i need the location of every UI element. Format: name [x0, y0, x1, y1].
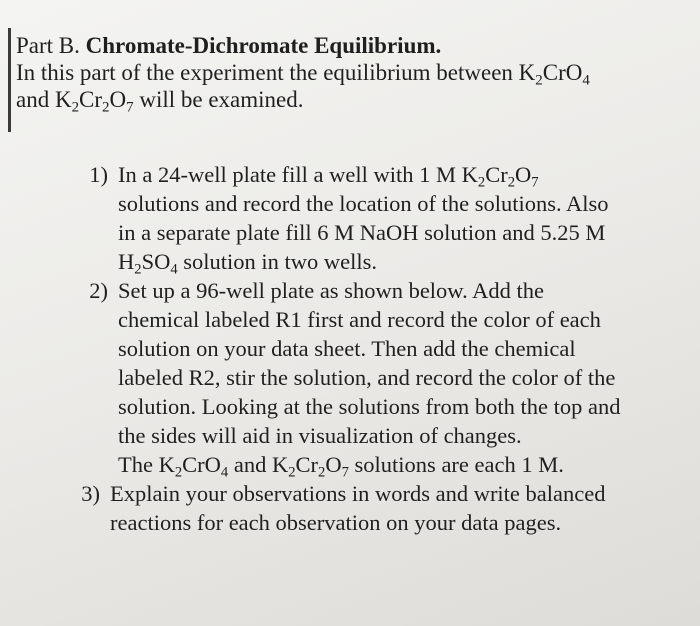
- step-text: Set up a 96-well plate as shown below. Add the chemical labeled R1 first and record the color of each solution on your data sheet. Then add the chemical labeled R2, stir the solution, and record the color of the solution. Looking at the solutions from both the top and the sides will aid in visualization of changes. The $K_2CrO_4$ and $K_2Cr_2O_7$ solutions are each 1 M.: [118, 278, 621, 481]
- part-label: Part B.: [16, 33, 80, 58]
- step-number: 3): [81, 481, 100, 506]
- step-2: [48, 276, 688, 479]
- left-margin-rule: [8, 28, 11, 132]
- step-1: [48, 160, 688, 276]
- step-text: Explain your observations in words and write balanced reactions for each observation on your data pages.: [110, 481, 606, 535]
- section-title: [16, 32, 686, 59]
- step-number: 2): [89, 278, 108, 303]
- step-3: [48, 479, 688, 537]
- step-number: 1): [89, 162, 108, 187]
- intro-text: In this part of the experiment the equilibrium between $K_2CrO_4$ and $K_2Cr_2O_7$ will be examined.: [16, 60, 590, 116]
- section-header: [16, 32, 686, 116]
- steps-list: [48, 160, 688, 537]
- title-text: Chromate-Dichromate Equilibrium.: [85, 33, 442, 58]
- step-text: In a 24-well plate fill a well with 1 M $K_2Cr_2O_7$ solutions and record the location of the solutions. Also in a separate plate fill 6 M NaOH solution and 5.25 M $H_2SO_4$ solution in two wells.: [118, 162, 609, 278]
